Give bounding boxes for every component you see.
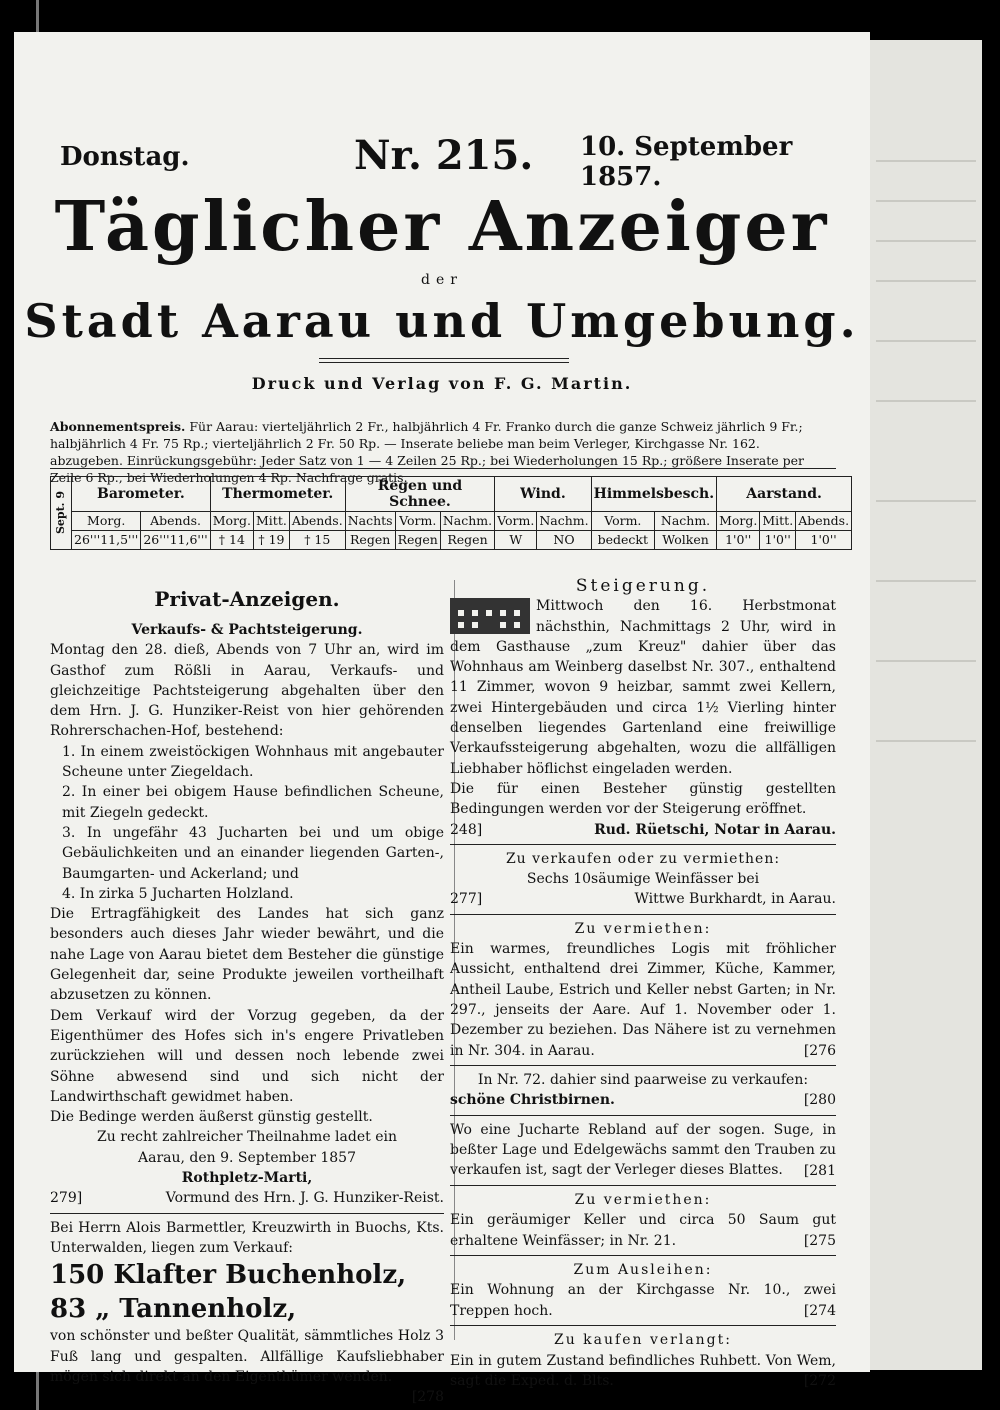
- ad-title: Zu verkaufen oder zu vermiethen:: [505, 850, 781, 867]
- ad-text: Die Ertragfähigkeit des Landes hat sich ganz besonders auch dieses Jahr wieder bewährt, und die nahe Lage von Aarau bietet dem Besteher die günstige Gelegenheit dar, seine Produkte jeweilen vortheilhaft abzusetzen zu können.: [50, 906, 444, 1004]
- weather-val: 26'''11,5''': [72, 531, 141, 550]
- weather-val: † 15: [289, 531, 345, 550]
- ad-separator: [450, 1065, 836, 1066]
- issue-day: Donstag.: [60, 142, 190, 172]
- ad-headline: 150 Klafter Buchenholz,: [50, 1260, 407, 1291]
- weather-header: Barometer.: [72, 477, 211, 512]
- ad-text: Mittwoch den 16. Herbstmonat nächsthin, Nachmittags 2 Uhr, wird in dem Gasthause „zum Kreuz" dahier über das Wohnhaus am Weinberg daselbst Nr. 307., enthaltend 11 Zimmer, wovon 9 heizbar, sammt zwei Kellern, zwei Hintergebäuden und circa 1½ Vierling hinter denselben liegendes Gartenland eine freiwillige Verkaufssteigerung abgehalten, wozu die allfälligen Liebhaber höflichst eingeladen werden.: [450, 598, 836, 777]
- weather-sub: Vorm.: [495, 512, 537, 531]
- masthead-rule: [319, 358, 569, 363]
- ad-text: Wittwe Burkhardt, in Aarau.: [634, 891, 836, 908]
- weather-val: 26'''11,6''': [141, 531, 210, 550]
- ad-ref: [281: [803, 1162, 836, 1179]
- subscription-text: Für Aarau: vierteljährlich 2 Fr., halbjährlich 4 Fr. Franko durch die ganze Schweiz jährlich 9 Fr.; halbjährlich 4 Fr. 75 Rp.; vierteljährlich 2 Fr. 50 Rp. — Inserate beliebe man beim Verleger, Kirchgasse Nr. 162. abzugeben. Einrückungsgebühr: Jeder Satz von 1 — 4 Zeilen 25 Rp.; bei Wiederholungen 15 Rp.; größere Inserate per Zeile 6 Rp., bei Wiederholungen 4 Rp. Nachfrage gratis.: [50, 419, 804, 485]
- ad-ref: [274: [803, 1302, 836, 1319]
- ad-separator: [450, 1255, 836, 1256]
- ad-separator: [450, 914, 836, 915]
- ad-ref: [275: [803, 1232, 836, 1249]
- weather-sub: Nachm.: [537, 512, 591, 531]
- ad-item: 1. In einem zweistöckigen Wohnhaus mit angebauter Scheune unter Ziegeldach.: [62, 743, 444, 781]
- weather-sub: Mitt.: [760, 512, 796, 531]
- ad-text: Sechs 10säumige Weinfässer bei: [526, 871, 760, 888]
- left-column: [50, 584, 444, 1407]
- weather-val: 1'0'': [760, 531, 796, 550]
- ad-title: Zum Ausleihen:: [573, 1262, 713, 1279]
- weather-val: † 19: [254, 531, 290, 550]
- rule: [50, 468, 836, 469]
- weather-sub: Morg.: [717, 512, 760, 531]
- weather-val: Regen: [345, 531, 395, 550]
- ad-ref: [276: [803, 1042, 836, 1059]
- weather-val: Regen: [395, 531, 440, 550]
- weather-sub: Abends.: [796, 512, 852, 531]
- ad-title: Steigerung.: [575, 576, 711, 596]
- weather-sub: Vorm.: [395, 512, 440, 531]
- ad-signature: Rud. Rüetschi, Notar in Aarau.: [594, 821, 836, 838]
- weather-header: Regen und Schnee.: [345, 477, 494, 512]
- ad-headline: 83 „ Tannenholz,: [50, 1294, 297, 1325]
- weather-val: Regen: [440, 531, 494, 550]
- ad-title: Verkaufs- & Pachtsteigerung.: [131, 622, 363, 638]
- ad-text: Montag den 28. dieß, Abends von 7 Uhr an, wird im Gasthof zum Rößli in Aarau, Verkaufs- und gleichzeitige Pachtsteigerung abgehalten über den dem Hrn. J. G. Hunziker-Reist von hier gehörenden Rohrerschachen-Hof, bestehend:: [50, 642, 444, 740]
- ad-ref: [278: [411, 1389, 444, 1406]
- ad-separator: [50, 1213, 444, 1214]
- ad-place: Aarau, den 9. September 1857: [138, 1149, 356, 1166]
- ad-signature: Rothpletz-Marti,: [181, 1170, 313, 1187]
- house-illustration: [450, 598, 530, 634]
- ad-text: Dem Verkauf wird der Vorzug gegeben, da der Eigenthümer des Hofes sich in's engere Privatleben zurückziehen will und dessen noch lebende zwei Söhne abwesend sind und sich nicht der Landwirthschaft gewidmet haben.: [50, 1007, 444, 1105]
- ad-text: von schönster und beßter Qualität, sämmtliches Holz 3 Fuß lang und gespalten. Allfällige Kaufsliebhaber mögen sich direkt an den Eigenthümer wenden.: [50, 1328, 444, 1385]
- ad-text: Wo eine Jucharte Rebland auf der sogen. Suge, in beßter Lage und Edelgewächs sammt den Trauben zu verkaufen ist, sagt der Verleger dieses Blattes.: [450, 1121, 836, 1179]
- weather-val: W: [495, 531, 537, 550]
- weather-sub: Nachm.: [655, 512, 717, 531]
- ad-title: Zu vermiethen:: [574, 920, 712, 937]
- ad-text: Die für einen Besteher günstig gestellten Bedingungen werden vor der Steigerung eröffnet.: [450, 780, 836, 818]
- ad-ref: [272: [803, 1373, 836, 1390]
- weather-sub: Morg.: [72, 512, 141, 531]
- ad-text: Ein warmes, freundliches Logis mit fröhlicher Aussicht, enthaltend drei Zimmer, Küche, Kammer, Antheil Laube, Estrich und Keller nebst Garten; in Nr. 297., jenseits der Aare. Auf 1. November oder 1. Dezember zu beziehen. Das Nähere ist zu vernehmen in Nr. 304. in Aarau.: [450, 941, 836, 1059]
- ad-text: Ein in gutem Zustand befindliches Ruhbett. Von Wem, sagt die Exped. d. Blts.: [450, 1352, 836, 1389]
- ad-ref: [280: [803, 1092, 836, 1109]
- weather-sept: Sept. 9: [51, 477, 72, 550]
- right-column: [450, 576, 836, 1391]
- ad-signature: Vormund des Hrn. J. G. Hunziker-Reist.: [165, 1190, 444, 1207]
- ad-text: Bei Herrn Alois Barmettler, Kreuzwirth in Buochs, Kts. Unterwalden, liegen zum Verkauf:: [50, 1219, 444, 1256]
- weather-val: 1'0'': [796, 531, 852, 550]
- weather-val: Wolken: [655, 531, 717, 550]
- ad-separator: [450, 844, 836, 845]
- ad-ref: 279]: [50, 1190, 83, 1207]
- weather-sub: Nachts: [345, 512, 395, 531]
- ad-item: 4. In zirka 5 Jucharten Holzland.: [62, 885, 294, 902]
- masthead-der: der: [421, 272, 463, 288]
- weather-sub: Abends.: [289, 512, 345, 531]
- weather-val: 1'0'': [717, 531, 760, 550]
- weather-sub: Abends.: [141, 512, 210, 531]
- weather-header: Himmelsbesch.: [591, 477, 716, 512]
- ad-text: Die Bedinge werden äußerst günstig gestellt.: [50, 1109, 373, 1126]
- issue-date: 10. September 1857.: [580, 132, 793, 192]
- issue-number: Nr. 215.: [354, 132, 534, 179]
- ad-separator: [450, 1115, 836, 1116]
- ad-text: schöne Christbirnen.: [450, 1092, 615, 1109]
- weather-table: [50, 476, 852, 550]
- publisher-line: Druck und Verlag von F. G. Martin.: [251, 374, 633, 393]
- ad-ref: 277]: [450, 891, 483, 908]
- section-title: Privat-Anzeigen.: [154, 587, 340, 611]
- weather-sub: Mitt.: [254, 512, 290, 531]
- weather-sub: Morg.: [210, 512, 253, 531]
- ad-title: Zu kaufen verlangt:: [553, 1332, 732, 1349]
- weather-header: Wind.: [495, 477, 592, 512]
- underlying-page-edge: [870, 40, 982, 1370]
- ad-text: Zu recht zahlreicher Theilnahme ladet ein: [97, 1129, 397, 1146]
- weather-sub: Vorm.: [591, 512, 654, 531]
- masthead-subtitle: Stadt Aarau und Umgebung.: [24, 294, 860, 348]
- newspaper-page: [14, 32, 870, 1406]
- ad-item: 2. In einer bei obigem Hause befindlichen Scheune, mit Ziegeln gedeckt.: [62, 784, 444, 821]
- ad-title: Zu vermiethen:: [574, 1191, 712, 1208]
- subscription-lead: Abonnementspreis.: [50, 419, 186, 434]
- masthead-title: Täglicher Anzeiger: [54, 187, 830, 267]
- weather-val: † 14: [210, 531, 253, 550]
- ad-separator: [450, 1325, 836, 1326]
- ad-text: Ein geräumiger Keller und circa 50 Saum gut erhaltene Weinfässer; in Nr. 21.: [450, 1212, 836, 1249]
- weather-header: Thermometer.: [210, 477, 345, 512]
- ad-separator: [450, 1185, 836, 1186]
- ad-ref: 248]: [450, 821, 483, 838]
- ad-text: Ein Wohnung an der Kirchgasse Nr. 10., zwei Treppen hoch.: [450, 1282, 836, 1319]
- weather-val: bedeckt: [591, 531, 654, 550]
- weather-val: NO: [537, 531, 591, 550]
- weather-header: Aarstand.: [717, 477, 852, 512]
- ad-item: 3. In ungefähr 43 Jucharten bei und um obige Gebäulichkeiten und an einander liegenden Garten-, Baumgarten- und Ackerland; und: [62, 824, 444, 882]
- ad-text: In Nr. 72. dahier sind paarweise zu verkaufen:: [477, 1072, 809, 1089]
- weather-sub: Nachm.: [440, 512, 494, 531]
